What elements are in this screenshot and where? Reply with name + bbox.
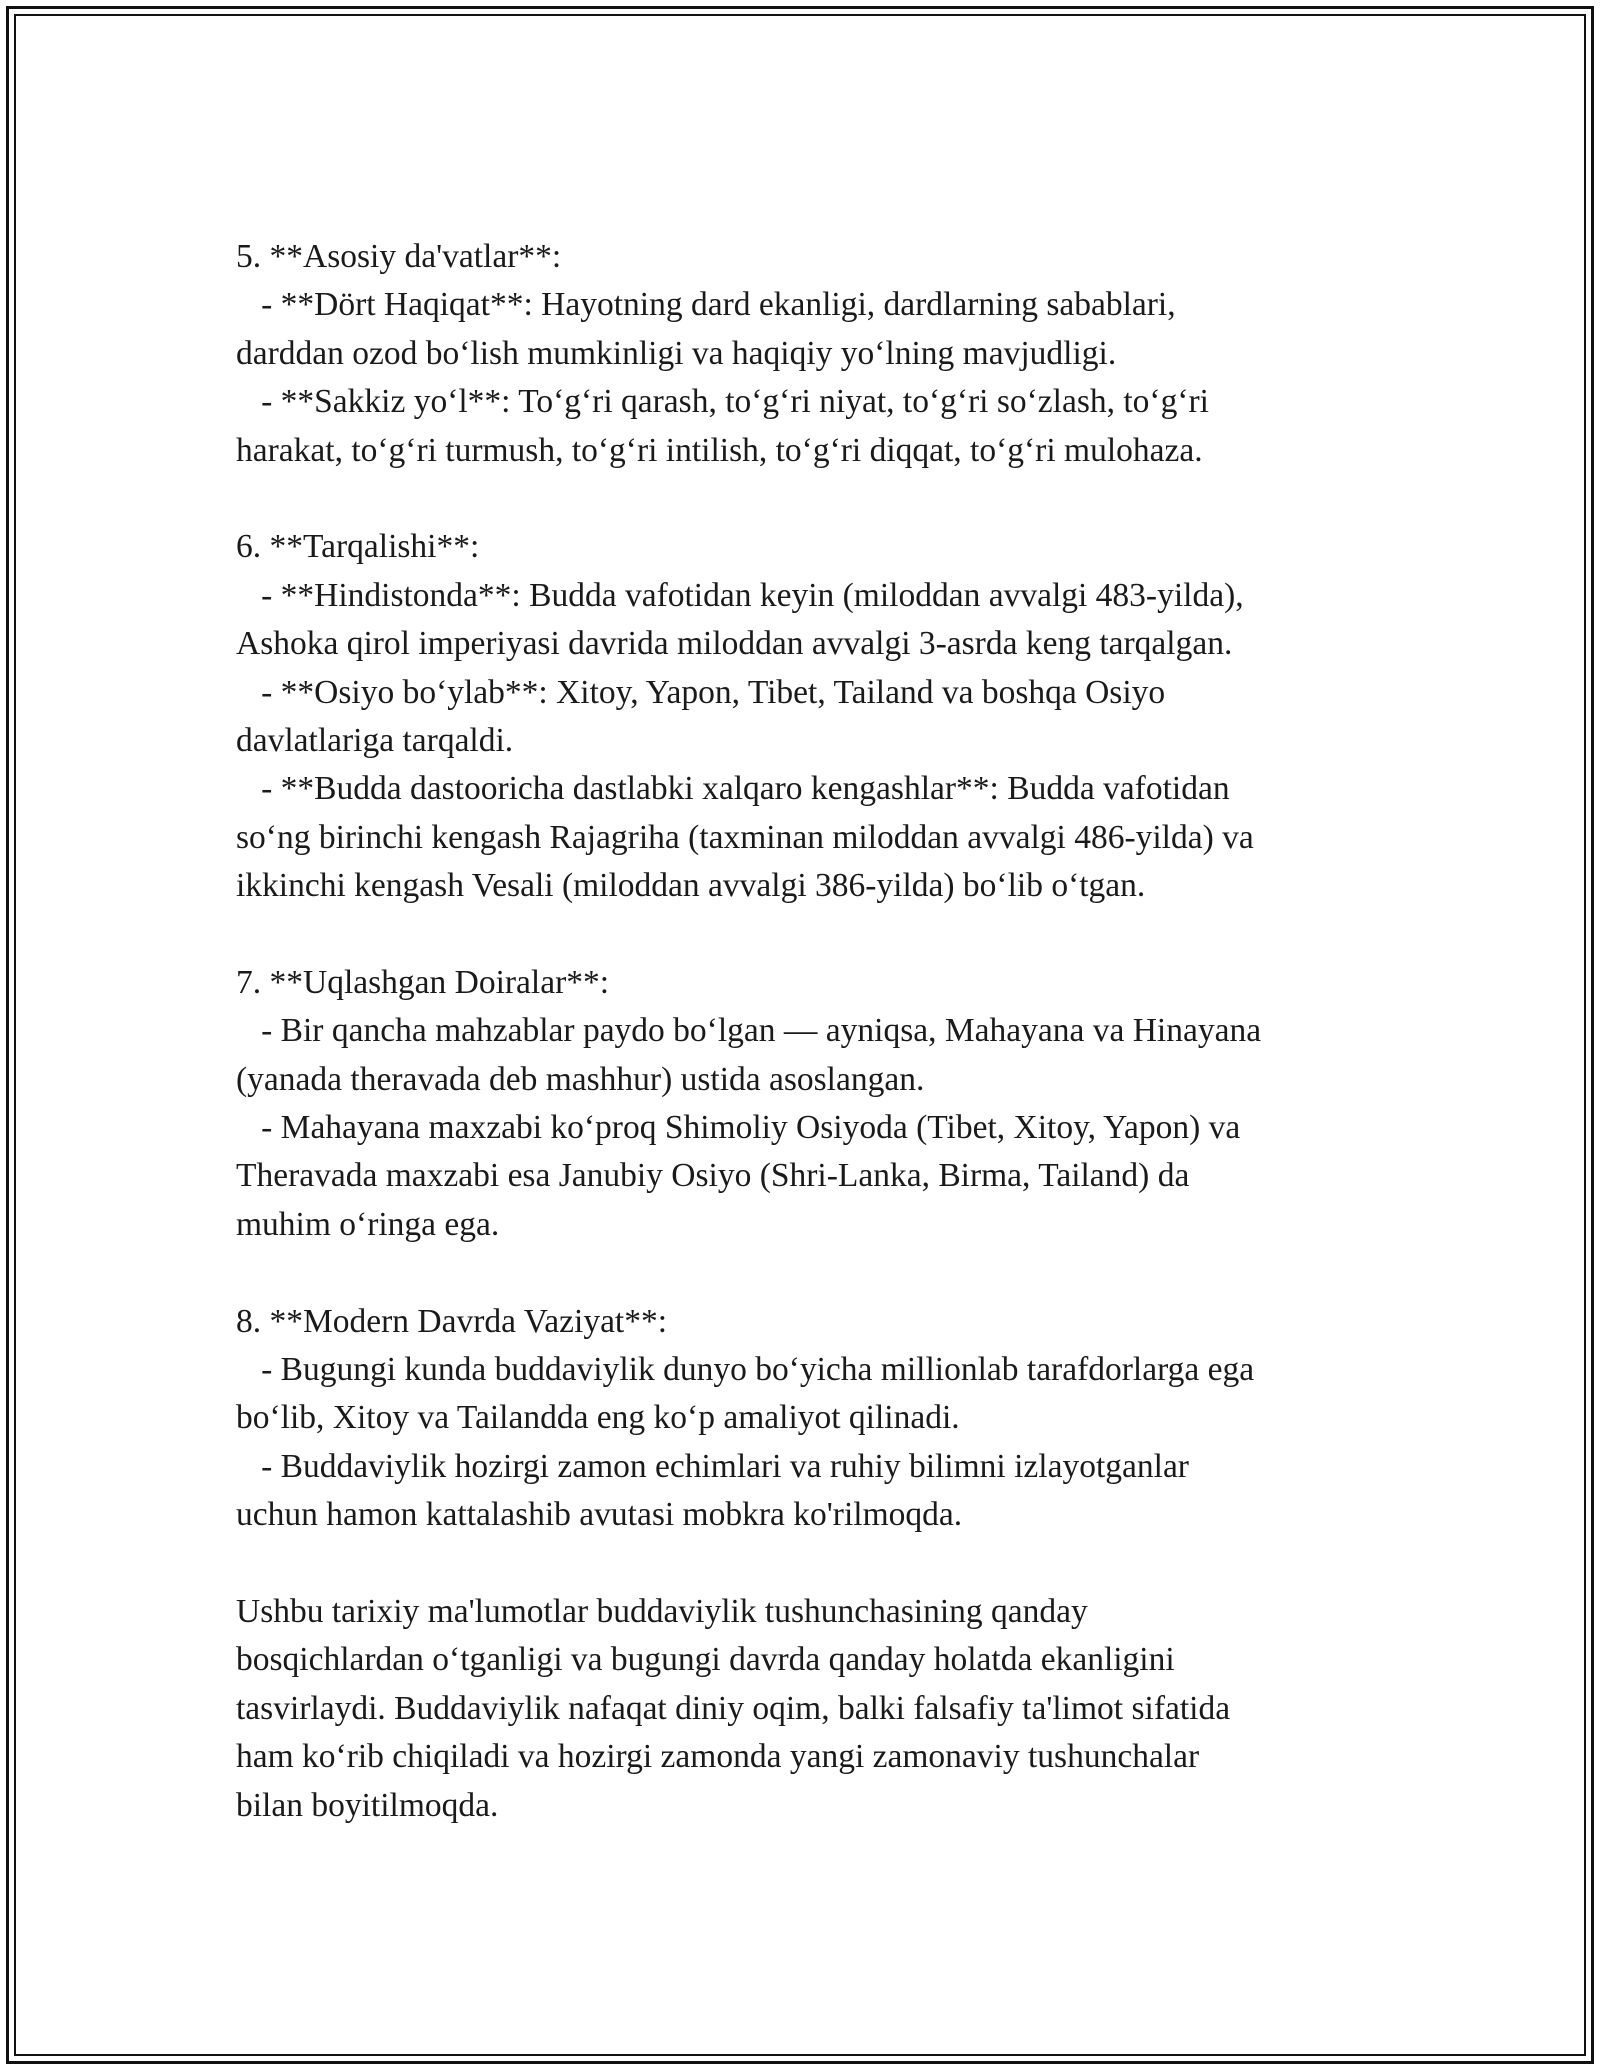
text-line: ham ko‘rib chiqiladi va hozirgi zamonda yangi zamonaviy tushunchalar xyxy=(236,1738,1200,1776)
text-line: Ashoka qirol imperiyasi davrida miloddan avvalgi 3-asrda keng tarqalgan. xyxy=(236,625,1233,663)
text-line: - **Dört Haqiqat**: Hayotning dard ekanligi, dardlarning sabablari, xyxy=(236,286,1176,324)
blank-line xyxy=(236,1540,1386,1588)
document-body xyxy=(236,233,1386,1830)
text-line: Theravada maxzabi esa Janubiy Osiyo (Shri-Lanka, Birma, Tailand) da xyxy=(236,1157,1190,1195)
text-line: - **Budda dastooricha dastlabki xalqaro kengashlar**: Budda vafotidan xyxy=(236,770,1230,808)
text-line: tasvirlaydi. Buddaviylik nafaqat diniy oqim, balki falsafiy ta'limot sifatida xyxy=(236,1689,1231,1727)
text-line: - **Sakkiz yo‘l**: To‘g‘ri qarash, to‘g‘ri niyat, to‘g‘ri so‘zlash, to‘g‘ri xyxy=(236,383,1209,421)
blank-line xyxy=(236,910,1386,958)
text-line: so‘ng birinchi kengash Rajagriha (taxminan miloddan avvalgi 486-yilda) va xyxy=(236,818,1254,856)
text-line: - **Osiyo bo‘ylab**: Xitoy, Yapon, Tibet, Tailand va boshqa Osiyo xyxy=(236,673,1166,711)
blank-line xyxy=(236,475,1386,523)
text-line: bilan boyitilmoqda. xyxy=(236,1786,499,1824)
text-line: (yanada theravada deb mashhur) ustida asoslangan. xyxy=(236,1060,925,1098)
text-line: muhim o‘ringa ega. xyxy=(236,1205,500,1243)
text-line: darddan ozod bo‘lish mumkinligi va haqiqiy yo‘lning mavjudligi. xyxy=(236,334,1117,372)
text-line: davlatlariga tarqaldi. xyxy=(236,721,514,759)
text-line: bo‘lib, Xitoy va Tailandda eng ko‘p amaliyot qilinadi. xyxy=(236,1399,960,1437)
text-line: - Bir qancha mahzablar paydo bo‘lgan — ayniqsa, Mahayana va Hinayana xyxy=(236,1012,1262,1050)
text-line: - Mahayana maxzabi ko‘proq Shimoliy Osiyoda (Tibet, Xitoy, Yapon) va xyxy=(236,1109,1241,1147)
blank-line xyxy=(236,1249,1386,1297)
text-line: Ushbu tarixiy ma'lumotlar buddaviylik tushunchasining qanday xyxy=(236,1592,1088,1630)
text-line: 5. **Asosiy da'vatlar**: xyxy=(236,238,562,275)
text-line: - **Hindistonda**: Budda vafotidan keyin (miloddan avvalgi 483-yilda), xyxy=(236,576,1244,614)
text-line: uchun hamon kattalashib avutasi mobkra ko'rilmoqda. xyxy=(236,1496,963,1534)
text-line: 6. **Tarqalishi**: xyxy=(236,528,480,566)
text-line: 7. **Uqlashgan Doiralar**: xyxy=(236,963,610,1001)
text-line: - Buddaviylik hozirgi zamon echimlari va ruhiy bilimni izlayotganlar xyxy=(236,1447,1189,1485)
text-line: ikkinchi kengash Vesali (miloddan avvalgi 386-yilda) bo‘lib o‘tgan. xyxy=(236,867,1146,905)
text-line: harakat, to‘g‘ri turmush, to‘g‘ri intilish, to‘g‘ri diqqat, to‘g‘ri mulohaza. xyxy=(236,431,1203,469)
text-line: 8. **Modern Davrda Vaziyat**: xyxy=(236,1302,668,1340)
text-line: - Bugungi kunda buddaviylik dunyo bo‘yicha millionlab tarafdorlarga ega xyxy=(236,1350,1255,1388)
text-line: bosqichlardan o‘tganligi va bugungi davrda qanday holatda ekanligini xyxy=(236,1641,1175,1679)
